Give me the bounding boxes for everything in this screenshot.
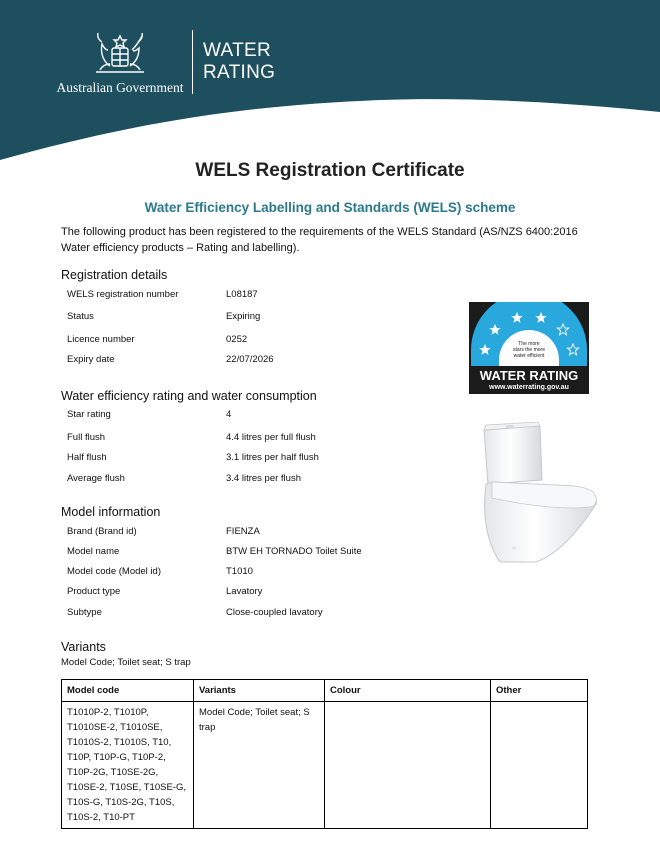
model-value: BTW EH TORNADO Toilet Suite (226, 546, 362, 557)
registration-label: Status (67, 311, 94, 322)
page-title: WELS Registration Certificate (195, 160, 465, 181)
table-header-row (62, 680, 588, 702)
government-name: Australian Government (56, 80, 184, 95)
badge-name: WATER RATING (479, 368, 579, 383)
efficiency-label: Average flush (67, 473, 125, 484)
logo-divider (192, 30, 193, 94)
column-header-colour: Colour (325, 680, 491, 702)
government-logo (56, 30, 184, 96)
registration-value: Expiring (226, 311, 261, 322)
model-value: T1010 (226, 566, 253, 577)
registration-label: WELS registration number (67, 289, 179, 300)
model-label: Product type (67, 586, 121, 597)
product-image (478, 422, 598, 572)
variants-heading: Variants (61, 640, 106, 654)
brand-line1: WATER (203, 40, 271, 61)
column-header-model-code: Model code (62, 680, 194, 702)
efficiency-value: 4.4 litres per full flush (226, 432, 316, 443)
efficiency-label: Half flush (67, 452, 107, 463)
badge-tagline: stars the more (513, 347, 545, 353)
efficiency-label: Full flush (67, 432, 106, 443)
cell-colour (325, 702, 491, 829)
cell-variants: Model Code; Toilet seat; S trap (194, 702, 325, 829)
badge-tagline: water efficient (513, 353, 545, 359)
registration-value: 0252 (226, 334, 248, 345)
model-heading: Model information (61, 505, 161, 519)
cell-model-code: T1010P-2, T1010P, T1010SE-2, T1010SE, T1010S-2, T1010S, T10, T10P, T10P-G, T10P-2, T10P-2G, T10SE-2G, T10SE-2, T10SE, T10SE-G, T10S-G, T10S-2G, T10S, T10S-2, T10-PT (62, 702, 194, 829)
badge-tagline: The more (518, 341, 540, 347)
model-label: Subtype (67, 607, 102, 618)
registration-value: 22/07/2026 (226, 354, 274, 365)
model-value: FIENZA (226, 526, 260, 537)
registration-label: Licence number (67, 334, 135, 345)
brand-line2: RATING (203, 62, 276, 83)
efficiency-heading: Water efficiency rating and water consumption (61, 389, 317, 403)
scheme-subtitle: Water Efficiency Labelling and Standards (WELS) scheme (144, 200, 516, 215)
column-header-variants: Variants (194, 680, 325, 702)
water-rating-label (469, 302, 589, 394)
model-value: Lavatory (226, 586, 263, 597)
cell-other (491, 702, 588, 829)
registration-label: Expiry date (67, 354, 115, 365)
registration-value: L08187 (226, 289, 258, 300)
intro-paragraph: The following product has been registered to the requirements of the WELS Standard (AS/NZS 6400:2016 Water efficiency products – Rating and labelling). (61, 226, 578, 254)
registration-heading: Registration details (61, 268, 168, 282)
variants-table (61, 679, 588, 829)
badge-url: www.waterrating.gov.au (489, 384, 569, 391)
efficiency-value: 3.4 litres per flush (226, 473, 301, 484)
model-label: Model code (Model id) (67, 566, 161, 577)
efficiency-value: 4 (226, 409, 232, 420)
model-value: Close-coupled lavatory (226, 607, 323, 618)
efficiency-label: Star rating (67, 409, 111, 420)
table-row (62, 702, 588, 829)
efficiency-value: 3.1 litres per half flush (226, 452, 319, 463)
coat-of-arms-icon (88, 30, 152, 78)
column-header-other: Other (491, 680, 588, 702)
model-label: Model name (67, 546, 120, 557)
variants-subtext: Model Code; Toilet seat; S trap (61, 657, 191, 668)
model-label: Brand (Brand id) (67, 526, 137, 537)
